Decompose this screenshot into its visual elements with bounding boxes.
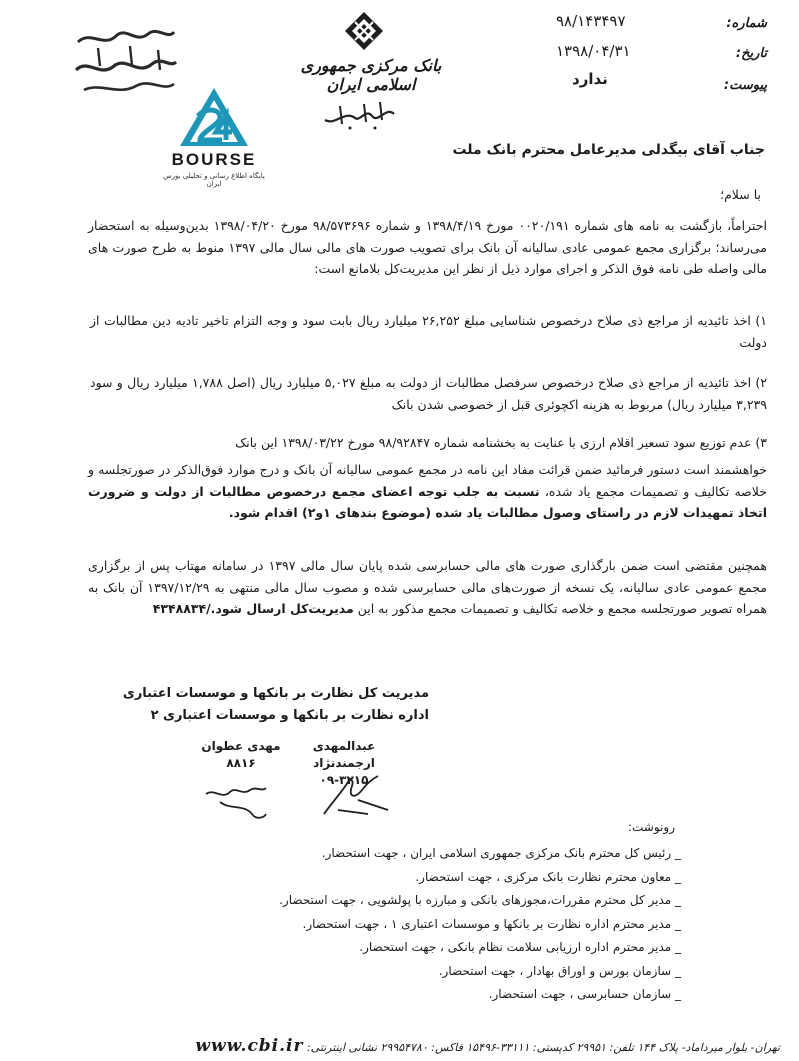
- bourse-watermark-logo: [156, 86, 272, 186]
- also-text: همچنین مقتضی است ضمن بارگذاری صورت های مالی حسابرسی شده پایان سال مالی ۱۳۹۷ در سامانه مهتاب پس از برگزاری مجمع عمومی عادی سالیانه، یک نسخه از صورت‌های مالی حسابرسی شده و مصوب سال مالی منتهی به ۱۳۹۷/۱۲/۲۹ آن بانک به همراه تصویر صورتجلسه مجمع و خلاصه تکالیف و تصمیمات مجمع مذکور به این: [88, 558, 767, 616]
- cc-item: _ مدیر کل محترم مقررات،مجوزهای بانکی و مبارزه با پولشویی ، جهت استحضار.: [279, 893, 681, 907]
- signer-2-code: ۸۸۱۶: [226, 756, 256, 770]
- footer: [160, 1036, 780, 1056]
- cc-item: _ مدیر محترم اداره نظارت بر بانکها و موسسات اعتباری ۱ ، جهت استحضار.: [302, 916, 681, 931]
- cc-item: _ رئیس کل محترم بانک مرکزی جمهوری اسلامی ایران ، جهت استحضار.: [321, 846, 681, 860]
- number-label: شماره:: [726, 16, 767, 31]
- department-block: [123, 683, 429, 727]
- item-3: ۳) عدم توزیع سود تسعیر اقلام ارزی با عنایت به بخشنامه شماره ۹۸/۹۲۸۴۷ مورخ ۱۳۹۸/۰۳/۲۲ این بانک: [235, 435, 767, 450]
- signer-1-code: ۰۹-۳۲۱۵: [319, 773, 369, 787]
- footer-address: تهران- بلوار میرداماد- پلاک ۱۴۴ تلفن: ۲۹۹۵۱ کدپستی: ۳۳۱۱۱-۱۵۴۹۶ فاکس: ۲۹۹۵۴۷۸۰ نشانی اینترنتی:: [306, 1041, 780, 1054]
- request-emphasis: نسبت به جلب توجه اعضای مجمع درخصوص مطالبات از دولت و ضرورت اتخاذ تمهیدات لازم در راستای وصول مطالبات یاد شده (موضوع بندهای ۱و۲) اقدام شود.: [88, 483, 767, 520]
- bourse-subtitle: پایگاه اطلاع رسانی و تحلیلی بورس ایران: [163, 172, 265, 188]
- attachment-label: پیوست:: [723, 78, 767, 93]
- cc-item: _ سازمان بورس و اوراق بهادار ، جهت استحضار.: [438, 963, 681, 978]
- request-paragraph: [88, 459, 767, 524]
- bank-seal-script-icon: [320, 96, 400, 132]
- also-end: مدیریت‌کل ارسال شود./۴۳۴۸۸۳۴: [152, 601, 354, 616]
- letter-number: ۹۸/۱۴۳۴۹۷: [556, 12, 626, 30]
- signer-1-name: عبدالمهدی ارجمندنژاد: [312, 739, 376, 770]
- request-text: خواهشمند است دستور فرمائید ضمن قرائت مفاد این نامه در مجمع عمومی سالیانه آن بانک و درج موارد فوق‌الذکر در صورتجلسه و خلاصه تکالیف و تصمیمات مجمع یاد شده،: [88, 462, 767, 499]
- signer-2: [196, 738, 286, 772]
- dept-line-1: مدیریت کل نظارت بر بانکها و موسسات اعتباری: [122, 686, 429, 701]
- signature-1-icon: [318, 770, 398, 820]
- item-2: ۲) اخذ تائیدیه از مراجع ذی صلاح درخصوص سرفصل مطالبات از دولت به مبلغ ۵,۰۲۷ میلیارد ریال (اصل ۱,۷۸۸ میلیارد ریال و سود ۳,۲۳۹ میلیارد ریال) مربوط به هزینه اکچوئری قبل از خصوصی شدن بانک: [90, 375, 768, 412]
- signer-2-name: مهدی عطوان: [201, 739, 281, 753]
- bank-name: بانک مرکزی جمهوری اسلامی ایران: [300, 56, 442, 94]
- central-bank-logo-icon: [343, 10, 385, 52]
- addressee: جناب آقای بیگدلی مدیرعامل محترم بانک ملت: [452, 142, 765, 158]
- also-paragraph: [88, 555, 767, 620]
- letter-date: ۱۳۹۸/۰۴/۳۱: [556, 42, 631, 60]
- item-1: ۱) اخذ تائیدیه از مراجع ذی صلاح درخصوص شناسایی مبلغ ۲۶,۲۵۲ میلیارد ریال بابت سود و وجه التزام تاخیر تادیه دین مطالبات از دولت: [90, 313, 767, 350]
- cc-item: _ سازمان حسابرسی ، جهت استحضار.: [488, 987, 681, 1001]
- bourse-logo-text: BOURSE: [171, 150, 257, 169]
- attachment-value: ندارد: [572, 70, 608, 88]
- date-label: تاریخ:: [735, 46, 767, 61]
- bourse-emblem-icon: [156, 86, 272, 150]
- dept-line-2: اداره نظارت بر بانکها و موسسات اعتباری ۲: [150, 708, 429, 723]
- cc-label: رونوشت:: [627, 820, 675, 834]
- greeting: با سلام؛: [720, 187, 761, 202]
- footer-website-link[interactable]: www.cbi.ir: [195, 1036, 304, 1056]
- intro-paragraph: احتراماً، بازگشت به نامه های شماره ۰۰۲۰/۱۹۱ مورخ ۱۳۹۸/۴/۱۹ و شماره ۹۸/۵۷۳۶۹۶ مورخ ۱۳۹۸/۰۴/۲۰ بدین‌وسیله به استحضار می‌رساند؛ برگزاری مجمع عمومی عادی سالیانه آن بانک برای تصویب صورت های مالی سال مالی ۱۳۹۷ منوط به طرح صورت های مالی واصله طی نامه فوق الذکر و اجرای موارد ذیل از نظر این مدیریت‌کل بلامانع است:: [88, 218, 767, 276]
- cc-item: _ معاون محترم نظارت بانک مرکزی ، جهت استحضار.: [415, 869, 681, 884]
- cc-list: [279, 842, 681, 1007]
- signature-2-icon: [200, 774, 270, 824]
- cc-item: _ مدیر محترم اداره ارزیابی سلامت نظام بانکی ، جهت استحضار.: [359, 940, 681, 954]
